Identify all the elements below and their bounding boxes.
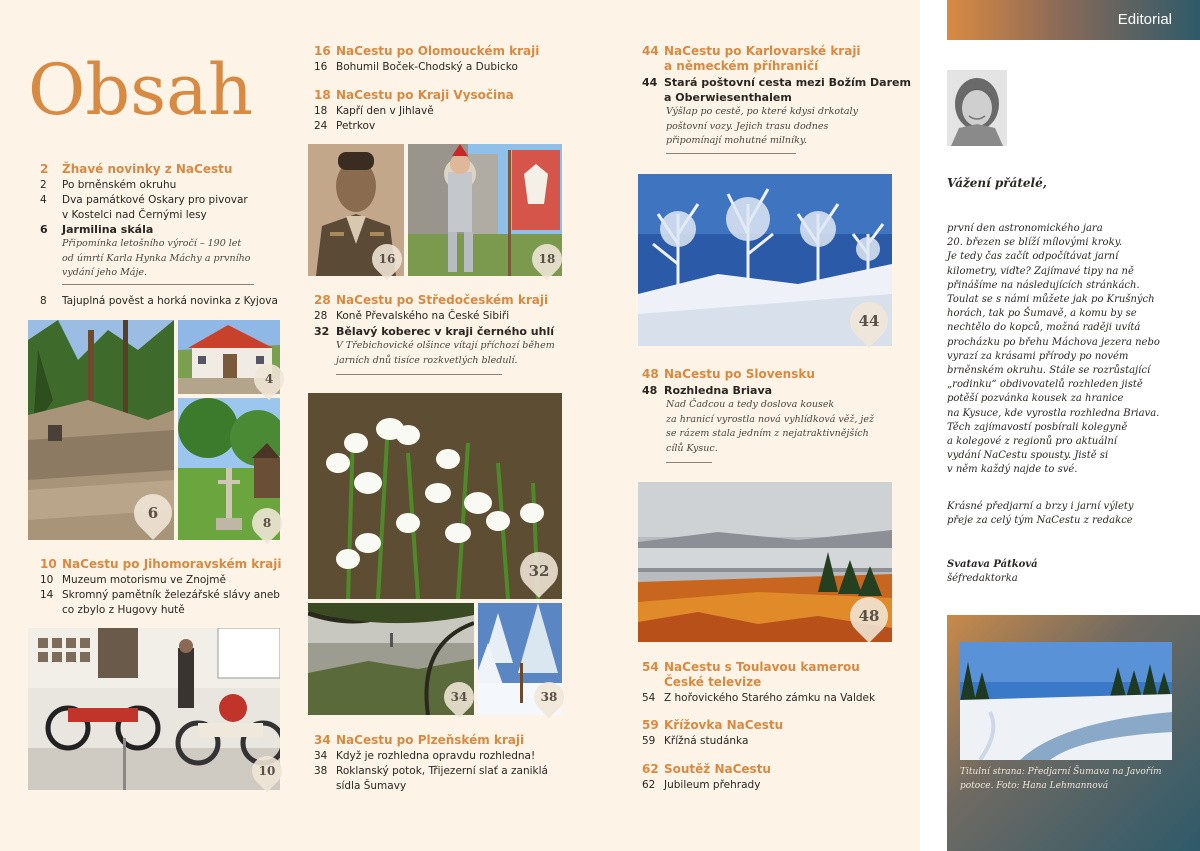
section-heading[interactable]: 54 NaCestu s Toulavou kamerou České televize <box>642 660 860 689</box>
entry-description: Připomínka letošního výročí – 190 let od úmrtí Karla Hynka Máchy a prvního vydání jeho Máje. <box>62 238 251 278</box>
editorial-body: první den astronomického jara 20. březen se blíží mílovými kroky. Je tedy čas začít odpočítávat jarní kilometry, viďte? Zajímavé tipy na ně přinášíme na následujících stránkách. Toulat se s námi můžete jak po Krušných horách, tak po Šumavě, a komu by se nechtělo do kopců, možná raději uvítá procházku po břehu Máchova jezera nebo vyrazí za krásami přírody po novém brněnském okruhu. Stále se rozrůstající „rodinku“ obdivovatelů rozhleden jistě potěší pozvánka kousek za hranice na Kysuce, kde vyrostla rozhledna Briava. Těch zajímavostí posbírali kolegyně a kolegové z regionů pro aktuální vydání NaCestu spousty. Jistě si v něm každý najde to své. <box>947 223 1160 476</box>
editor-signature: Svatava Pátková <box>947 559 1038 570</box>
divider <box>336 374 502 375</box>
section-heading[interactable]: 48 NaCestu po Slovensku <box>642 367 815 381</box>
section-heading[interactable]: 62 Soutěž NaCestu <box>642 762 771 776</box>
toc-entry[interactable]: 59 Křížná studánka <box>642 735 749 747</box>
toc-entry[interactable]: 54 Z hořovického Starého zámku na Valdek <box>642 692 876 704</box>
page-badge: 8 <box>262 516 272 530</box>
editorial-closing: Krásné předjarní a brzy i jarní výlety přeje za celý tým NaCestu z redakce <box>947 501 1134 527</box>
section-heading[interactable]: 2 Žhavé novinky z NaCestu <box>40 162 233 176</box>
toc-entry[interactable]: 16 Bohumil Boček-Chodský a Dubicko <box>314 61 518 73</box>
section-heading[interactable]: 44 NaCestu po Karlovarské kraji a německém příhraničí <box>642 44 861 73</box>
page-badge: 4 <box>264 372 274 386</box>
toc-entry-featured[interactable]: 6 Jarmilina skála <box>40 223 154 236</box>
toc-entry-featured[interactable]: 32 Bělavý koberec v kraji černého uhlí <box>314 325 555 338</box>
cover-box <box>947 615 1200 851</box>
toc-entry[interactable]: 14 Skromný pamětník železářské slávy aneb co zbylo z Hugovy hutě <box>40 589 280 616</box>
divider <box>62 284 254 285</box>
cover-caption: Titulní strana: Předjarní Šumava na Javořím potoce. Foto: Hana Lehmannová <box>960 767 1162 791</box>
editor-role: šéfredaktorka <box>947 573 1018 584</box>
toc-entry[interactable]: 24 Petrkov <box>314 120 376 132</box>
page-badge: 16 <box>378 252 396 266</box>
page-badge: 38 <box>540 690 558 704</box>
toc-entry[interactable]: 18 Kapří den v Jihlavě <box>314 105 434 117</box>
section-heading[interactable]: 28 NaCestu po Středočeském kraji <box>314 293 549 307</box>
toc-entry[interactable]: 34 Když je rozhledna opravdu rozhledna! <box>314 750 536 762</box>
section-heading[interactable]: 18 NaCestu po Kraji Vysočina <box>314 88 514 102</box>
page-title: Obsah <box>28 49 253 131</box>
editorial-greeting: Vážení přátelé, <box>947 176 1047 190</box>
toc-entry-featured[interactable]: 48 Rozhledna Briava <box>642 384 773 397</box>
toc-entry-featured[interactable]: 44 Stará poštovní cesta mezi Božím Darem a Oberwiesenthalem <box>642 76 911 104</box>
editorial-header: Editorial <box>1117 11 1172 28</box>
toc-entry[interactable]: 4 Dva památkové Oskary pro pivovar v Kostelci nad Černými lesy <box>40 194 248 221</box>
page-badge: 34 <box>450 690 468 704</box>
entry-description: Nad Čadcou a tedy doslova kousek za hranicí vyrostla nová vyhlídková věž, jež se rázem stala jedním z nejatraktivnějších cílů Kysuc. <box>666 399 874 454</box>
editor-avatar <box>947 70 1007 146</box>
page-badge: 6 <box>147 504 159 522</box>
toc-entry[interactable]: 10 Muzeum motorismu ve Znojmě <box>40 574 226 586</box>
toc-entry[interactable]: 62 Jubileum přehrady <box>642 779 761 791</box>
page-badge: 48 <box>858 607 880 625</box>
editorial-sidebar <box>920 0 1200 851</box>
toc-entry[interactable]: 8 Tajuplná pověst a horká novinka z Kyjova <box>40 295 278 307</box>
museum-photo <box>28 628 280 790</box>
section-heading[interactable]: 16 NaCestu po Olomouckém kraji <box>314 44 540 58</box>
toc-entry[interactable]: 28 Koně Převalského na České Sibiři <box>314 310 510 322</box>
page-badge: 18 <box>538 252 556 266</box>
divider <box>666 462 712 463</box>
cover-photo <box>960 642 1172 760</box>
page-badge: 44 <box>858 312 880 330</box>
divider <box>666 153 796 154</box>
entry-description: V Třebichovické olšince vítají příchozí během jarních dnů tisíce rozkvetlých bledulí. <box>336 340 555 366</box>
section-heading[interactable]: 10 NaCestu po Jihomoravském kraji <box>40 557 282 571</box>
page-badge: 10 <box>258 764 276 778</box>
section-heading[interactable]: 59 Křížovka NaCestu <box>642 718 784 732</box>
page-badge: 32 <box>528 562 550 580</box>
toc-entry[interactable]: 38 Roklanský potok, Třijezerní slať a zaniklá sídla Šumavy <box>314 765 548 792</box>
toc-entry[interactable]: 2 Po brněnském okruhu <box>40 179 177 191</box>
editorial-header-bar <box>947 0 1200 40</box>
section-heading[interactable]: 34 NaCestu po Plzeňském kraji <box>314 733 525 747</box>
entry-description: Výšlap po cestě, po které kdysi drkotaly poštovní vozy. Jejich trasu dodnes připomínají mohutné milníky. <box>666 106 858 146</box>
